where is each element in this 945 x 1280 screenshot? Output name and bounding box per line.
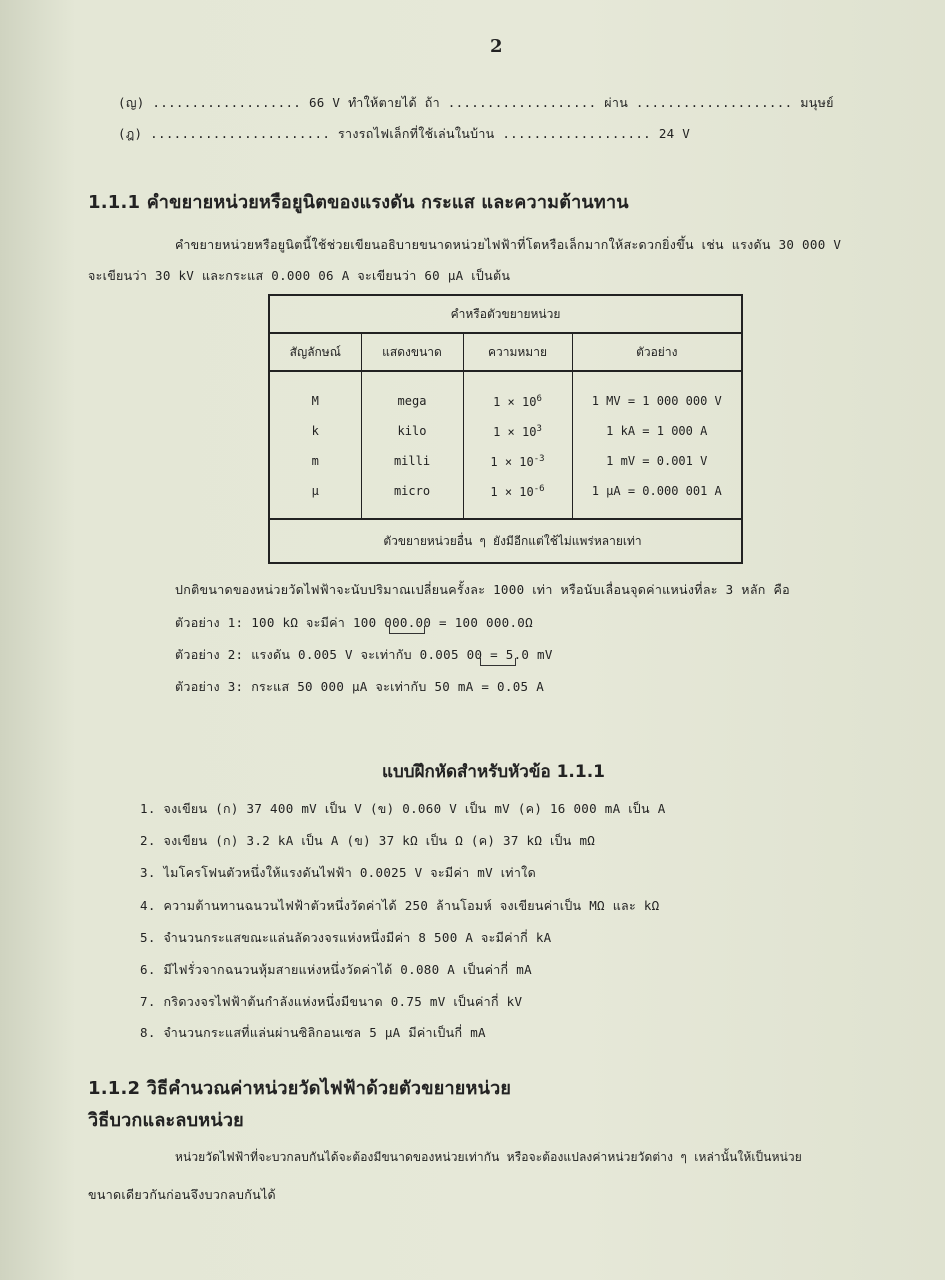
explanation-line: ปกติขนาดของหน่วยวัดไฟฟ้าจะนับปริมาณเปลี่ยนครั้งละ 1000 เท่า หรือนับเลื่อนจุดค่าแหน่งที่ละ 3 หลัก คือ (175, 582, 790, 597)
prefix-meaning: $1 \times 10^{-3}$ (463, 446, 572, 476)
exercise-item: 7. กริดวงจรไฟฟ้าต้นกำลังแห่งหนึ่งมีขนาด 0.75 mV เป็นค่ากี่ kV (140, 994, 523, 1009)
prefix-table (268, 294, 743, 564)
table-header-name: แสดงขนาด (361, 333, 463, 371)
section-heading-1-1-1: 1.1.1 คำขยายหน่วยหรือยูนิตของแรงดัน กระแส และความต้านทาน (88, 192, 629, 213)
prefix-example: 1 µA = 0.000 001 A (572, 476, 742, 519)
section-paragraph-line: หน่วยวัดไฟฟ้าที่จะบวกลบกันได้จะต้องมีขนาดของหน่วยเท่ากัน หรือจะต้องแปลงค่าหน่วยวัดต่าง ๆ เหล่านั้นให้เป็นหน่วย (175, 1150, 802, 1164)
exercise-item: 8. จำนวนกระแสที่แล่นผ่านซิลิกอนเซล 5 µA มีค่าเป็นกี่ mA (140, 1025, 486, 1040)
section-paragraph-line: คำขยายหน่วยหรือยูนิตนี้ใช้ช่วยเขียนอธิบายขนาดหน่วยไฟฟ้าที่โตหรือเล็กมากให้สะดวกยิ่งขึ้น เช่น แรงดัน 30 000 V (175, 237, 842, 252)
prefix-meaning: $1 \times 10^{-6}$ (463, 476, 572, 519)
decimal-shift-bracket (480, 658, 516, 666)
example-2: ตัวอย่าง 2: แรงดัน 0.005 V จะเท่ากับ 0.005 00 = 5.0 mV (175, 647, 553, 662)
table-row (269, 476, 742, 519)
section-heading-1-1-2: 1.1.2 วิธีคำนวณค่าหน่วยวัดไฟฟ้าด้วยตัวขยายหน่วย (88, 1078, 512, 1099)
prefix-meaning: $1 \times 10^6$ (463, 371, 572, 416)
prefix-symbol: M (311, 394, 319, 408)
table-header-meaning: ความหมาย (463, 333, 572, 371)
example-3: ตัวอย่าง 3: กระแส 50 000 µA จะเท่ากับ 50 mA = 0.05 A (175, 679, 545, 694)
exercise-item: 1. จงเขียน (ก) 37 400 mV เป็น V (ข) 0.060 V เป็น mV (ค) 16 000 mA เป็น A (140, 801, 666, 816)
table-footer-note: ตัวขยายหน่วยอื่น ๆ ยังมีอีกแต่ใช้ไม่แพร่หลายเท่า (269, 519, 742, 563)
section-paragraph-line: ขนาดเดียวกันก่อนจึงบวกลบกันได้ (88, 1187, 276, 1202)
prefix-name: kilo (361, 416, 463, 446)
table-caption: คำหรือตัวขยายหน่วย (269, 295, 742, 333)
exercise-item: 3. ไมโครโฟนตัวหนึ่งให้แรงดันไฟฟ้า 0.0025 V จะมีค่า mV เท่าใด (140, 865, 536, 880)
exercise-heading: แบบฝึกหัดสำหรับหัวข้อ 1.1.1 (382, 762, 605, 782)
prefix-name: micro (361, 476, 463, 519)
table-header-example: ตัวอย่าง (572, 333, 742, 371)
prefix-symbol: k (311, 424, 319, 438)
exercise-item: 2. จงเขียน (ก) 3.2 kA เป็น A (ข) 37 kΩ เป็น Ω (ค) 37 kΩ เป็น mΩ (140, 833, 596, 848)
subsection-heading: วิธีบวกและลบหน่วย (88, 1110, 244, 1131)
prefix-example: 1 MV = 1 000 000 V (572, 371, 742, 416)
exercise-item: 5. จำนวนกระแสขณะแล่นลัดวงจรแห่งหนึ่งมีค่า 8 500 A จะมีค่ากี่ kA (140, 930, 552, 945)
prefix-symbol: m (311, 454, 319, 468)
section-paragraph-line: จะเขียนว่า 30 kV และกระแส 0.000 06 A จะเขียนว่า 60 µA เป็นต้น (88, 268, 511, 283)
fill-in-line-yo: (ญ) ................... 66 V ทำให้ตายได้ ถ้า ................... ผ่าน .................... มนุษย์ (118, 95, 834, 110)
fill-in-line-do: (ฎ) ....................... รางรถไฟเล็กที่ใช้เล่นในบ้าน ................... 24 V (118, 126, 691, 141)
prefix-name: mega (361, 371, 463, 416)
table-header-symbol: สัญลักษณ์ (269, 333, 361, 371)
prefix-example: 1 mV = 0.001 V (572, 446, 742, 476)
prefix-meaning: $1 \times 10^3$ (463, 416, 572, 446)
prefix-symbol: µ (311, 484, 319, 498)
decimal-shift-bracket (389, 626, 425, 634)
exercise-item: 6. มีไฟรั่วจากฉนวนหุ้มสายแห่งหนึ่งวัดค่าได้ 0.080 A เป็นค่ากี่ mA (140, 962, 532, 977)
table-row (269, 371, 742, 416)
example-1: ตัวอย่าง 1: 100 kΩ จะมีค่า 100 000.00 = 100 000.0Ω (175, 615, 533, 630)
table-row (269, 446, 742, 476)
prefix-name: milli (361, 446, 463, 476)
exercise-item: 4. ความต้านทานฉนวนไฟฟ้าตัวหนึ่งวัดค่าได้ 250 ล้านโอมห์ จงเขียนค่าเป็น MΩ และ kΩ (140, 898, 660, 913)
table-row (269, 416, 742, 446)
prefix-example: 1 kA = 1 000 A (572, 416, 742, 446)
page-number: 2 (490, 36, 503, 57)
